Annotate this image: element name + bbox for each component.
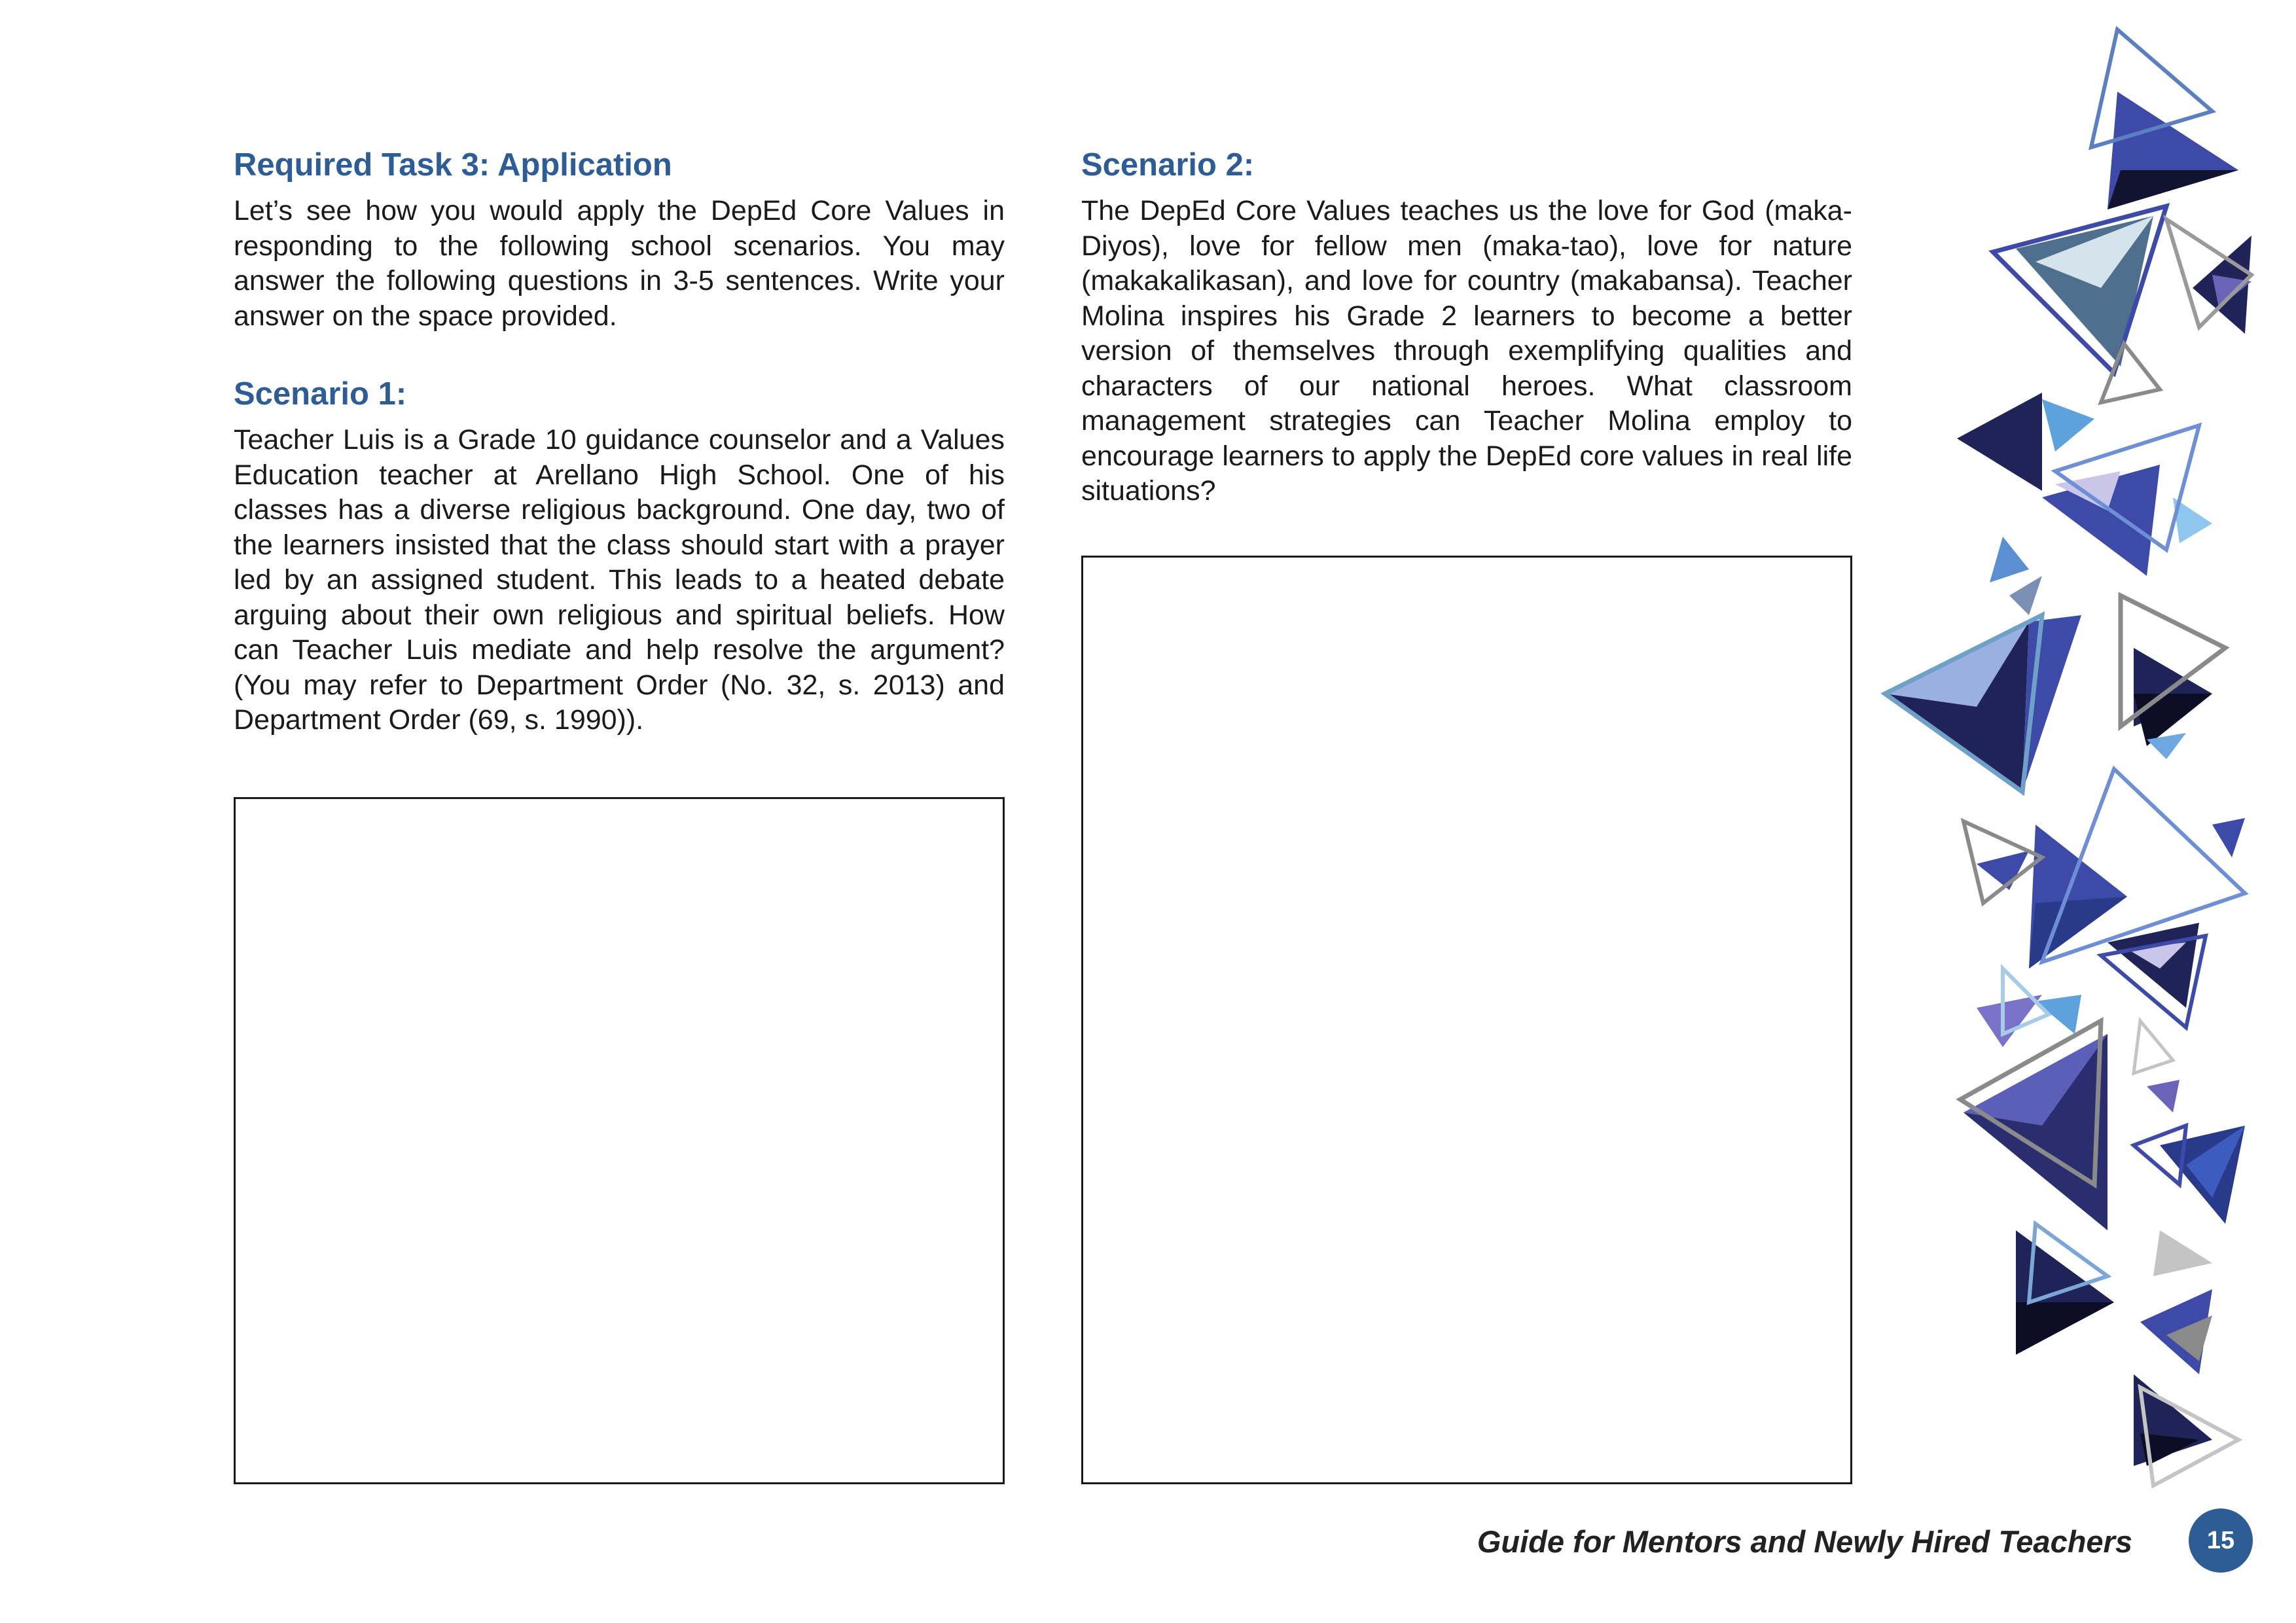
decor-triangle [2153,1230,2212,1276]
scenario-2-answer-box[interactable] [1081,556,1852,1484]
decor-triangle-outline [2134,1021,2173,1073]
decor-triangle [2147,1080,2179,1113]
decor-triangle [2036,995,2081,1034]
decor-triangle [2009,576,2042,615]
right-column [1081,144,1852,509]
task-intro: Let’s see how you would apply the DepEd Core Values in responding to the following school scenarios. You may answer the following questions in 3-5 sentences. Write your answer on the space provided. [234,195,1005,332]
scenario-1-heading: Scenario 1: [234,376,407,412]
decor-triangle [2016,1302,2114,1355]
left-column [234,144,1005,738]
task-heading: Required Task 3: Application [234,147,672,183]
decor-triangle-outline [2091,29,2212,147]
decor-triangle [1957,393,2042,491]
decor-triangle [2042,399,2094,452]
scenario-2-text: The DepEd Core Values teaches us the love for God (maka-Diyos), love for fellow men (maka-tao), love for nature (makakalikasan), and love for country (makabansa). Teacher Molina inspires his Grade 2 learners to become a better version of themselves through exemplifying qualities and characters of our national heroes. What classroom management strategies can Teacher Molina employ to encourage learners to apply the DepEd core values in real life situations? [1081,195,1852,507]
scenario-1-answer-box[interactable] [234,797,1005,1484]
decor-triangle [2212,818,2245,857]
scenario-1-text: Teacher Luis is a Grade 10 guidance counselor and a Values Education teacher at Arellano High School. One of his classes has a diverse religious background. One day, two of the learners insisted that the class should start with a prayer led by an assigned student. This leads to a heated debate arguing about their own religious and spiritual beliefs. How can Teacher Luis mediate and help resolve the argument? (You may refer to Department Order (No. 32, s. 2013) and Department Order (69, s. 1990)). [234,424,1005,736]
scenario-2-heading: Scenario 2: [1081,147,1255,183]
decor-triangle [2108,170,2238,209]
decor-triangle [1990,537,2029,582]
triangles-decoration [1846,0,2296,1623]
page-number-badge: 15 [2189,1508,2253,1573]
decor-triangle [1977,851,2029,890]
footer-title: Guide for Mentors and Newly Hired Teachers [1477,1524,2132,1559]
